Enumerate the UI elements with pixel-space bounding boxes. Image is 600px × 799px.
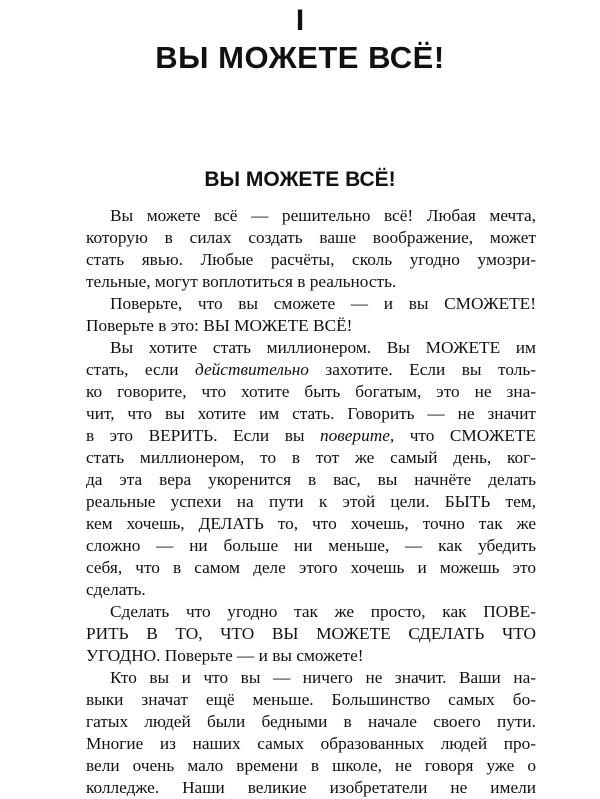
text-line: сделать.: [86, 580, 146, 599]
text-line: Поверьте, что вы сможете — и вы СМОЖЕТЕ!: [110, 294, 536, 313]
text-fragment: в это ВЕРИТЬ. Если вы: [86, 426, 320, 445]
emphasis-text: действительно: [195, 360, 309, 379]
text-line: Вы можете всё — решительно всё! Любая мечта,: [110, 206, 536, 225]
section-title: ВЫ МОЖЕТЕ ВСЁ!: [204, 168, 396, 191]
text-fragment: стать, если: [86, 360, 196, 379]
text-line: Вы хотите стать миллионером. Вы МОЖЕТЕ им: [110, 338, 536, 357]
chapter-number: I: [295, 4, 305, 37]
body-text: [86, 205, 536, 799]
text-line: тельные, могут воплотиться в реальность.: [86, 272, 397, 291]
text-line: Кто вы и что вы — ничего не значит. Ваши на-: [110, 668, 536, 687]
text-line: колледже. Наши великие изобретатели не имели: [86, 778, 536, 797]
text-line: стать явью. Любые расчёты, сколь угодно умозри-: [86, 250, 536, 269]
text-line: Поверьте в это: ВЫ МОЖЕТЕ ВСЁ!: [86, 316, 353, 335]
emphasis-text: поверите: [319, 426, 390, 445]
text-line: себя, что в самом деле этого хочешь и можешь это: [86, 558, 536, 577]
text-line: сложно — ни больше ни меньше, — как убедить: [86, 536, 536, 555]
text-line: ко говорите, что хотите быть богатым, это не зна-: [86, 382, 536, 401]
text-line: стать миллионером, то в тот же самый день, ког-: [86, 448, 536, 467]
text-line: Многие из наших самых образованных людей про-: [86, 734, 536, 753]
text-line: да эта вера укоренится в вас, вы начнёте делать: [86, 470, 536, 489]
text-fragment: , что СМОЖЕТЕ: [389, 426, 536, 445]
text-line: гатых людей были бедными в начале своего пути.: [86, 712, 536, 731]
text-line: [86, 359, 536, 381]
text-line: реальные успехи на пути к этой цели. БЫТЬ тем,: [86, 492, 536, 511]
text-line: УГОДНО. Поверьте — и вы сможете!: [86, 646, 364, 665]
text-line: [86, 425, 536, 447]
text-line: выки значат ещё меньше. Большинство самых бо-: [86, 690, 536, 709]
text-line: РИТЬ В ТО, ЧТО ВЫ МОЖЕТЕ СДЕЛАТЬ ЧТО: [86, 624, 536, 643]
text-line: которую в силах создать ваше воображение, может: [86, 228, 536, 247]
text-line: вели очень мало времени в школе, не говоря уже о: [86, 756, 536, 775]
text-line: чит, что вы хотите им стать. Говорить — не значит: [86, 404, 536, 423]
chapter-title: ВЫ МОЖЕТЕ ВСЁ!: [155, 40, 445, 75]
text-line: кем хочешь, ДЕЛАТЬ то, что хочешь, точно так же: [86, 514, 536, 533]
text-fragment: захотите. Если вы толь-: [308, 360, 536, 379]
text-line: Сделать что угодно так же просто, как ПОВЕ-: [110, 602, 536, 621]
